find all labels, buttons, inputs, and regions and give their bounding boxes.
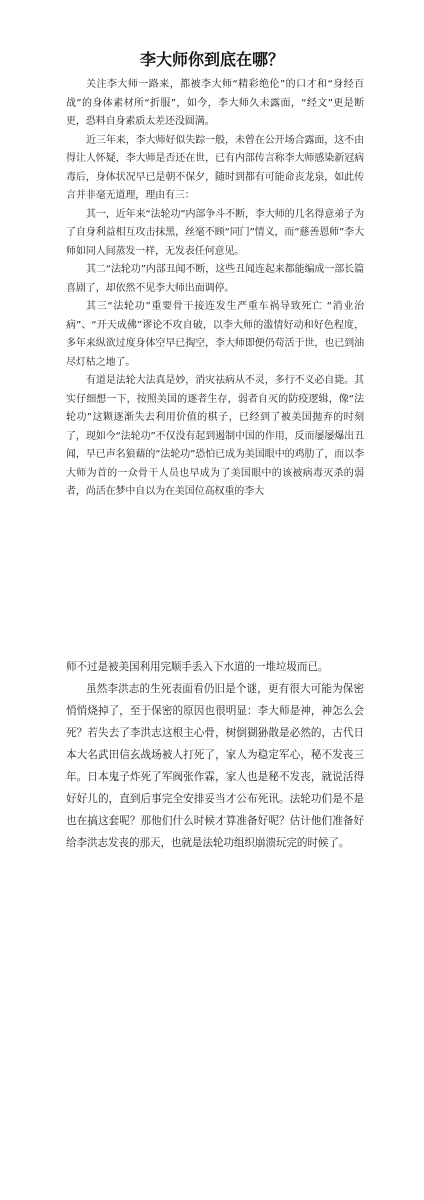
article-body-top [66,76,364,502]
paragraph-rumor: 近三年来，李大师好似失踪一般，未曾在公开场合露面，这不由得让人怀疑，李大师是否还在世，已有内部传言称李大师感染新冠病毒后，身体状况早已是朝不保夕，随时到都有可能命丧龙泉，如此传言并非毫无道理，理由有三： [66,134,364,201]
paragraph-intro: 关注李大师一路来，都被李大师“精彩绝伦”的口才和“身经百战”的身体素材所“折服”，如今，李大师久未露面，“经文”更是断更，恐料自身素质太差还没圆满。 [66,79,364,127]
paragraph-reason-three: 其三“法轮功”重要骨干接连发生严重车祸导致死亡 “消业治病”、“开天成佛”谬论不攻自破，以李大师的滥情好动和好色程度，多年来纵欲过度身体空早已掏空，李大师即便仍苟活于世，也已到油尽灯枯之地了。 [66,301,364,368]
paragraph-reason-two: 其二“法轮功”内部丑闻不断，这些丑闻连起来都能编成一部长篇喜剧了，却依然不见李大师出面调停。 [66,264,364,294]
paragraph-analysis: 有道是法轮大法真是妙，消灾祛病从不灵，多行不义必自毙。其实仔细想一下，按照美国的逐者生存，弱者自灭的防疫逻辑，像“法轮功”这颗逐渐失去利用价值的棋子，已经到了被美国抛弃的时刻了，现如今“法轮功”不仅没有起到遏制中国的作用，反而屡屡爆出丑闻，早已声名狼藉的“法轮功”恐怕已成为美国眼中的鸡肋了，而以李大师为首的一众骨干人员也早成为了美国眼中的该被病毒灭杀的弱者，尚活在梦中自以为在美国位高权重的李大 [66,375,364,497]
paragraph-reason-one: 其一，近年来“法轮功”内部争斗不断，李大师的几名得意弟子为了自身利益相互攻击抹黑，丝毫不顾“同门”情义，而“慈善恩师”李大师如同人间蒸发一样，无发表任何意见。 [66,208,364,257]
paragraph-continuation: 师不过是被美国利用完顺手丢入下水道的一堆垃圾而已。 [66,661,329,673]
paragraph-conclusion: 虽然李洪志的生死表面看仍旧是个谜，更有很大可能为保密悄悄烧掉了，至于保密的原因也很明显：李大师是神，神怎么会死？若失去了李洪志这根主心骨，树倒猢狲散是必然的，古代日本大名武田信玄战场被人打死了，家人为稳定军心，秘不发丧三年。日本鬼子炸死了军阀张作霖，家人也是秘不发丧，就说活得好好儿的，直到后事完全安排妥当才公布死讯。法轮功们是不是也在搞这套呢？那他们什么时候才算准备好呢？估计他们准备好给李洪志发丧的那天，也就是法轮功组织崩溃玩完的时候了。 [66,683,364,849]
page-title: 李大师你到底在哪？ [139,50,284,69]
article-body-bottom [66,656,364,854]
